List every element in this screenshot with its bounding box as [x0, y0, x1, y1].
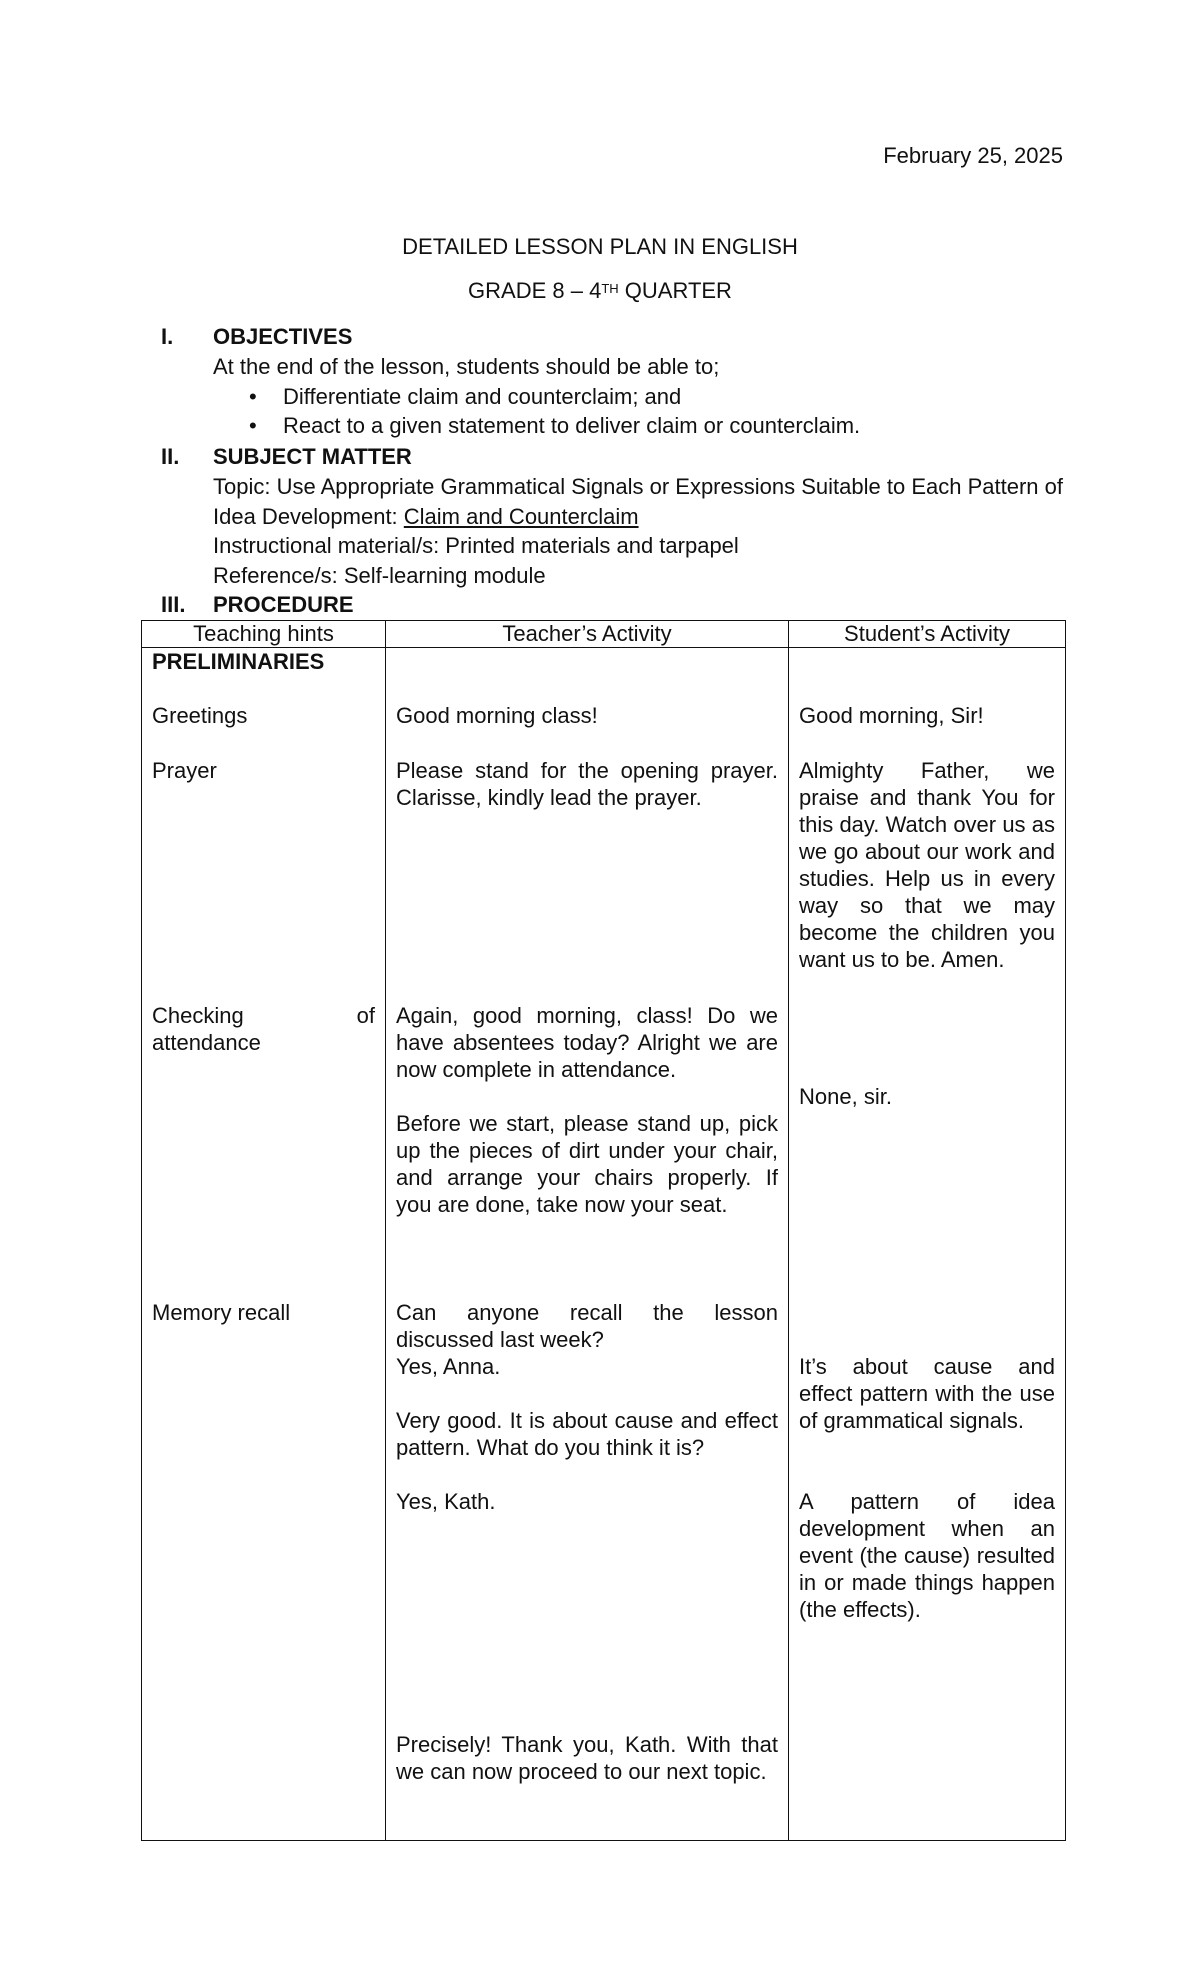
teacher-precisely: Precisely! Thank you, Kath. With that we can now proceed to our next topic.: [396, 1732, 778, 1784]
hint-memory-recall: Memory recall: [152, 1300, 291, 1325]
document-title: DETAILED LESSON PLAN IN ENGLISH: [402, 234, 798, 259]
teaching-hints-cell: [142, 648, 386, 1841]
column-header-teaching-hints: Teaching hints: [142, 621, 386, 648]
table-header-row: [142, 621, 1066, 648]
column-header-student-activity: Student’s Activity: [789, 621, 1066, 648]
objective-item: • React to a given statement to deliver claim or counterclaim.: [213, 411, 1063, 441]
column-header-teacher-activity: Teacher’s Activity: [386, 621, 789, 648]
student-none: None, sir.: [799, 1084, 892, 1109]
section-number: III.: [161, 592, 186, 617]
teacher-very-good: Very good. It is about cause and effect pattern. What do you think it is?: [396, 1408, 778, 1460]
hint-attendance-word: attendance: [152, 1030, 261, 1055]
objective-item: • Differentiate claim and counterclaim; and: [213, 382, 1063, 412]
teacher-activity-cell: [386, 648, 789, 1841]
section-number: I.: [161, 324, 174, 349]
hint-checking-word: Checking: [152, 1003, 244, 1028]
teacher-call-kath: Yes, Kath.: [396, 1489, 496, 1514]
student-pattern-answer: A pattern of idea development when an event (the cause) resulted in or made things happen (the effects).: [799, 1489, 1055, 1622]
hint-prayer: Prayer: [152, 758, 217, 783]
student-activity-cell: [789, 648, 1066, 1841]
section-procedure-heading: [141, 591, 1063, 619]
hint-preliminaries: PRELIMINARIES: [152, 649, 325, 674]
section-subject-matter-heading: [141, 443, 1063, 471]
teacher-greeting: Good morning class!: [396, 703, 598, 728]
grade-text: GRADE 8 – 4: [468, 278, 602, 303]
subject-matter-body: [213, 472, 1063, 590]
section-title: SUBJECT MATTER: [213, 444, 412, 469]
student-greeting: Good morning, Sir!: [799, 703, 984, 728]
section-title: PROCEDURE: [213, 592, 354, 617]
objectives-list: [213, 382, 1063, 441]
topic-prefix: Topic: Use Appropriate Grammatical Signals or Expressions Suitable to Each Pattern of Idea Development:: [213, 474, 1063, 529]
hint-checking-attendance: [152, 1002, 375, 1056]
topic-underlined: Claim and Counterclaim: [403, 503, 639, 529]
student-cause-answer: It’s about cause and effect pattern with the use of grammatical signals.: [799, 1354, 1055, 1433]
materials-text: Instructional material/s: Printed materials and tarpapel: [213, 533, 739, 558]
teacher-prayer: Please stand for the opening prayer. Clarisse, kindly lead the prayer.: [396, 758, 778, 810]
objectives-intro: At the end of the lesson, students should be able to;: [213, 354, 720, 379]
procedure-table: [141, 620, 1066, 1841]
document-subtitle: [0, 278, 1200, 304]
topic-text: [213, 472, 1063, 531]
objectives-body: [213, 352, 1063, 441]
student-prayer: Almighty Father, we praise and thank You for this day. Watch over us as we go about our work and studies. Help us in every way so that we may become the children you want us to be. Amen.: [799, 758, 1055, 972]
section-objectives-heading: [141, 323, 1063, 351]
teacher-clean-up: Before we start, please stand up, pick up the pieces of dirt under your chair, and arrange your chairs properly. If you are done, take now your seat.: [396, 1111, 778, 1217]
hint-greetings: Greetings: [152, 703, 248, 728]
table-row: [142, 648, 1066, 1841]
quarter-text: QUARTER: [618, 278, 732, 303]
section-number: II.: [161, 444, 180, 469]
document-date: February 25, 2025: [883, 143, 1063, 168]
teacher-attendance: Again, good morning, class! Do we have absentees today? Alright we are now complete in attendance.: [396, 1003, 778, 1082]
teacher-call-anna: Yes, Anna.: [396, 1354, 501, 1379]
references-text: Reference/s: Self-learning module: [213, 562, 546, 588]
quarter-superscript: TH: [601, 281, 619, 296]
section-title: OBJECTIVES: [213, 324, 353, 349]
teacher-recall-question: Can anyone recall the lesson discussed last week?: [396, 1300, 778, 1352]
hint-of-word: of: [356, 1003, 375, 1028]
